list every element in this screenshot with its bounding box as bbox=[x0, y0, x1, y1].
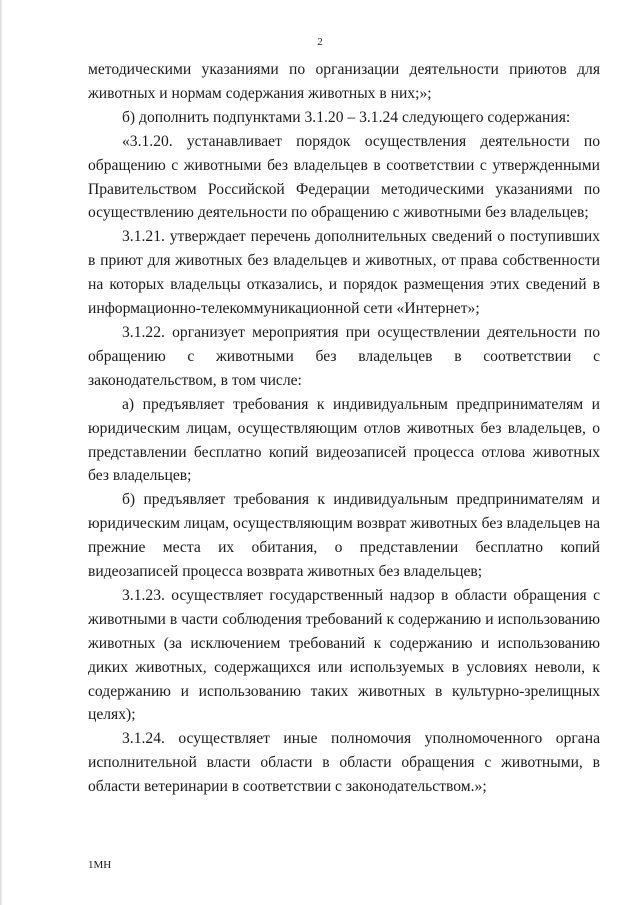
scan-edge bbox=[0, 0, 3, 905]
page-number: 2 bbox=[317, 36, 323, 48]
paragraph-3-1-22-b: б) предъявляет требования к индивидуальным предпринимателям и юридическим лицам, осуществляющим возврат животных без владельцев на прежние места их обитания, о представлении бесплатно копий видеозаписей процесса возврата животных без владельцев; bbox=[88, 491, 600, 581]
paragraph-3-1-20: «3.1.20. устанавливает порядок осуществления деятельности по обращению с животными без владельцев в соответствии с утвержденными Правительством Российской Федерации методическими указаниями по осуществлению деятельности по обращению с животными без владельцев; bbox=[88, 132, 600, 222]
paragraph-3-1-24: 3.1.24. осуществляет иные полномочия уполномоченного органа исполнительной власти области в области обращения с животными, в области ветеринарии в соответствии с законодательством.»; bbox=[88, 730, 600, 796]
paragraph-3-1-22-a: а) предъявляет требования к индивидуальным предпринимателям и юридическим лицам, осуществляющим отлов животных без владельцев, о представлении бесплатно копий видеозаписей процесса отлова животных без владельцев; bbox=[88, 395, 600, 485]
footer-code: 1МН bbox=[88, 859, 112, 871]
paragraph-3-1-22: 3.1.22. организует мероприятия при осуществлении деятельности по обращению с животными без владельцев в соответствии с законодательством, в том числе: bbox=[88, 323, 600, 389]
paragraph-continuation: методическими указаниями по организации деятельности приютов для животных и нормам содержания животных в них;»; bbox=[88, 61, 600, 102]
paragraph-amendment-b: б) дополнить подпунктами 3.1.20 – 3.1.24 следующего содержания: bbox=[122, 108, 571, 126]
document-body bbox=[88, 58, 600, 799]
paragraph-3-1-23: 3.1.23. осуществляет государственный надзор в области обращения с животными в части соблюдения требований к содержанию и использованию животных (за исключением требований к содержанию и использованию диких животных, содержащихся или используемых в условиях неволи, к содержанию и использованию таких животных в культурно-зрелищных целях); bbox=[88, 586, 600, 724]
paragraph-3-1-21: 3.1.21. утверждает перечень дополнительных сведений о поступивших в приют для животных без владельцев и животных, от права собственности на которых владельцы отказались, и порядок размещения этих сведений в информационно-телекоммуникационной сети «Интернет»; bbox=[88, 228, 600, 318]
